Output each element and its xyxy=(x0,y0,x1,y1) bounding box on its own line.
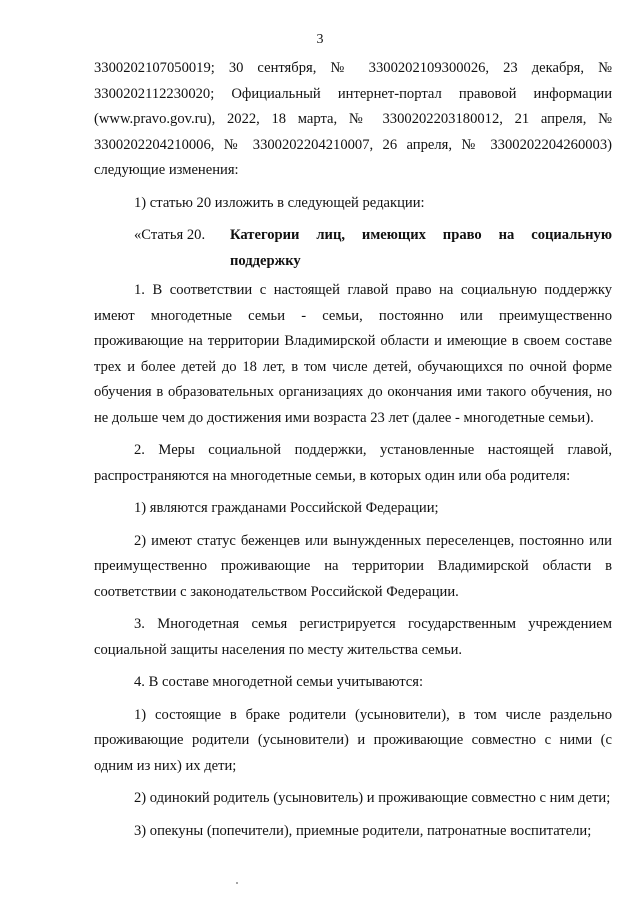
amendment-item-1: 1) статью 20 изложить в следующей редакции: xyxy=(134,194,425,211)
clause-2: 2. Меры социальной поддержки, установленные настоящей главой, распространяются на многодетные семьи, в которых один или оба родителя: xyxy=(94,442,612,484)
scan-speck xyxy=(236,882,238,884)
clause-2-subitem-1: 1) являются гражданами Российской Федерации; xyxy=(134,500,439,516)
article-heading xyxy=(94,223,612,274)
clause-4-subitem-3: 3) опекуны (попечители), приемные родители, патронатные воспитатели; xyxy=(134,822,592,839)
document-body xyxy=(94,56,612,851)
clause-4-subitem-2: 2) одинокий родитель (усыновитель) и проживающие совместно с ним дети; xyxy=(134,790,611,806)
clause-2-subitem-2: 2) имеют статус беженцев или вынужденных переселенцев, постоянно или преимущественно проживающие на территории Владимирской области в соответствии с законодательством Российской Федерации. xyxy=(94,532,612,600)
article-number: «Статья 20. xyxy=(134,227,206,243)
article-title: Категории лиц, имеющих право на социальную поддержку xyxy=(230,227,612,269)
clause-3: 3. Многодетная семья регистрируется государственным учреждением социальной защиты населения по месту жительства семьи. xyxy=(94,616,612,658)
clause-4-subitem-1: 1) состоящие в браке родители (усыновители), в том числе раздельно проживающие родители (усыновители) и проживающие совместно с ними (с одним из них) их дети; xyxy=(94,706,612,774)
intro-paragraph: 3300202107050019; 30 сентября, № 3300202109300026, 23 декабря, № 3300202112230020; Официальный интернет-портал правовой информации (www.pravo.gov.ru), 2022, 18 марта, № 3300202203180012, 21 апреля, № 3300202204210006, № 3300202204210007, 26 апреля, № 3300202204260003) следующие изменения: xyxy=(94,60,612,178)
page-number: 3 xyxy=(316,32,324,47)
clause-4: 4. В составе многодетной семьи учитываются: xyxy=(134,674,424,690)
clause-1: 1. В соответствии с настоящей главой право на социальную поддержку имеют многодетные семьи - семьи, постоянно или преимущественно проживающие на территории Владимирской области и имеющие в своем составе трех и более детей до 18 лет, в том числе детей, обучающихся по очной форме обучения в образовательных организациях до окончания ими такого обучения, но не дольше чем до достижения ими возраста 23 лет (далее - многодетные семьи). xyxy=(94,282,612,426)
